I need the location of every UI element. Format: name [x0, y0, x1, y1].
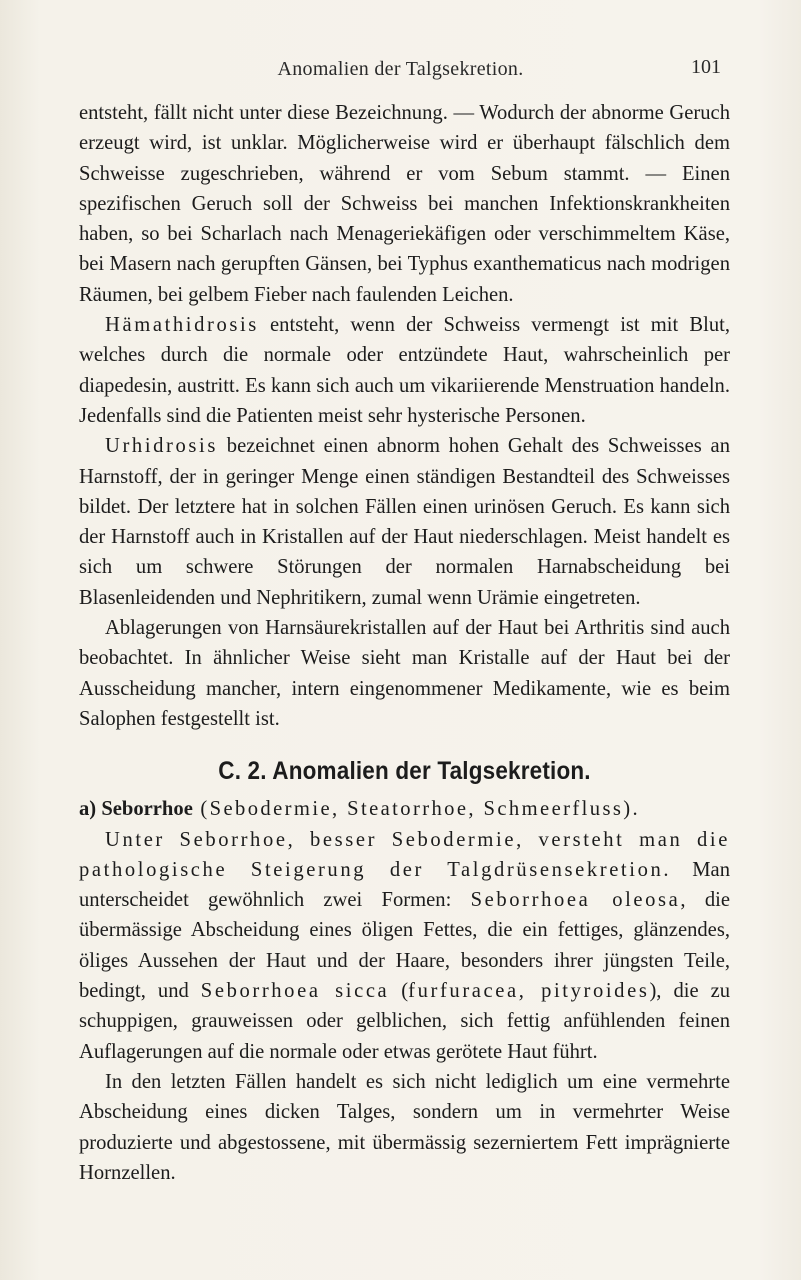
seborrhoe-text-a: Man unterscheidet gewöhnlich zwei Formen: [79, 858, 730, 912]
seborrhoe-definition-intro: Unter Seborrhoe, besser Sebodermie, versteht man die pathologische Steigerung der Talgdrüsensekretion. [79, 828, 730, 881]
paragraph-hornzellen: In den letzten Fällen handelt es sich nicht lediglich um eine vermehrte Abscheidung eines dicken Talges, sondern um in vermehrter Weise produzierte und abgestossene, mit übermässig sezerniertem Fett imprägnierte Hornzellen. [79, 1070, 730, 1184]
paragraph-urhidrosis-text: bezeichnet einen abnorm hohen Gehalt des Schweisses an Harnstoff, der in geringer Menge einen ständigen Bestandteil des Schweisses bildet. Der letztere hat in solchen Fällen einen urinösen Geruch. Es kann sich der Harnstoff auch in Kristallen auf der Haut niederschlagen. Meist handelt es sich um schwere Störungen der normalen Harnabscheidung bei Blasenleidenden und Nephritikern, zumal wenn Urämie eingetreten. [79, 435, 730, 609]
paragraph-seborrhoe-definition [79, 825, 730, 1067]
paragraph-uric-acid-crystals: Ablagerungen von Harnsäurekristallen auf der Haut bei Arthritis sind auch beobachtet. In ähnlicher Weise sieht man Kristalle auf der Haut bei der Ausscheidung mancher, intern eingenommener Medikamente, wie es beim Salophen festgestellt ist. [79, 617, 730, 730]
seborrhoe-text-d: ), die zu schuppigen, grauweissen oder gelblichen, sich fettig anfühlenden feinen Auflagerungen auf die normale oder etwas gerötete Haut führt. [79, 980, 731, 1063]
body-text [79, 98, 730, 1188]
page-number: 101 [691, 56, 721, 78]
seborrhoe-text-c: ( [389, 980, 409, 1003]
running-title: Anomalien der Talgsekretion. [277, 58, 524, 80]
subsection-seborrhoe-title [79, 794, 730, 824]
term-urhidrosis: Urhidrosis [105, 435, 218, 458]
section-heading: C. 2. Anomalien der Talgsekretion. [218, 757, 591, 786]
term-seborrhoea-oleosa: Seborrhoea oleosa [470, 889, 681, 912]
seborrhoe-text-b: , die übermässige Abscheidung eines öligen Fettes, die ein fettiges, glänzendes, öliges Aussehen der Haut und der Haare, besonders ihrer jüngsten Teile, bedingt, und [79, 889, 730, 1003]
paragraph-body-odor: entsteht, fällt nicht unter diese Bezeichnung. — Wodurch der abnorme Geruch erzeugt wird, ist unklar. Möglicherweise wird er überhaupt fälschlich dem Schweisse zugeschrieben, während er vom Sebum stammt. — Einen spezifischen Geruch soll der Schweiss bei manchen Infektionskrankheiten haben, so bei Scharlach nach Menageriekäfigen oder verschimmeltem Käse, bei Masern nach gerupften Gänsen, bei Typhus exanthematicus nach modrigen Räumen, bei gelbem Fieber nach faulenden Leichen. [79, 102, 730, 306]
subsection-term: Seborrhoe [101, 798, 193, 821]
subsection-label: a) [79, 798, 97, 821]
term-furfuracea-pityroides: furfuracea, pityroides [408, 980, 650, 1003]
paragraph-urhidrosis [79, 431, 730, 613]
term-haemathidrosis: Hämathidrosis [105, 314, 259, 337]
paragraph-haemathidrosis-text: entsteht, wenn der Schweiss vermengt ist mit Blut, welches durch die normale oder entzündete Haut, wahrscheinlich per diapedesin, austritt. Es kann sich auch um vikariierende Menstruation handeln. Jedenfalls sind die Patienten meist sehr hysterische Personen. [79, 314, 730, 427]
term-seborrhoea-sicca: Seborrhoea sicca [200, 980, 390, 1003]
paragraph-haemathidrosis [79, 310, 730, 431]
subsection-synonyms: (Sebodermie, Steatorrhoe, Schmeerfluss). [192, 798, 641, 821]
